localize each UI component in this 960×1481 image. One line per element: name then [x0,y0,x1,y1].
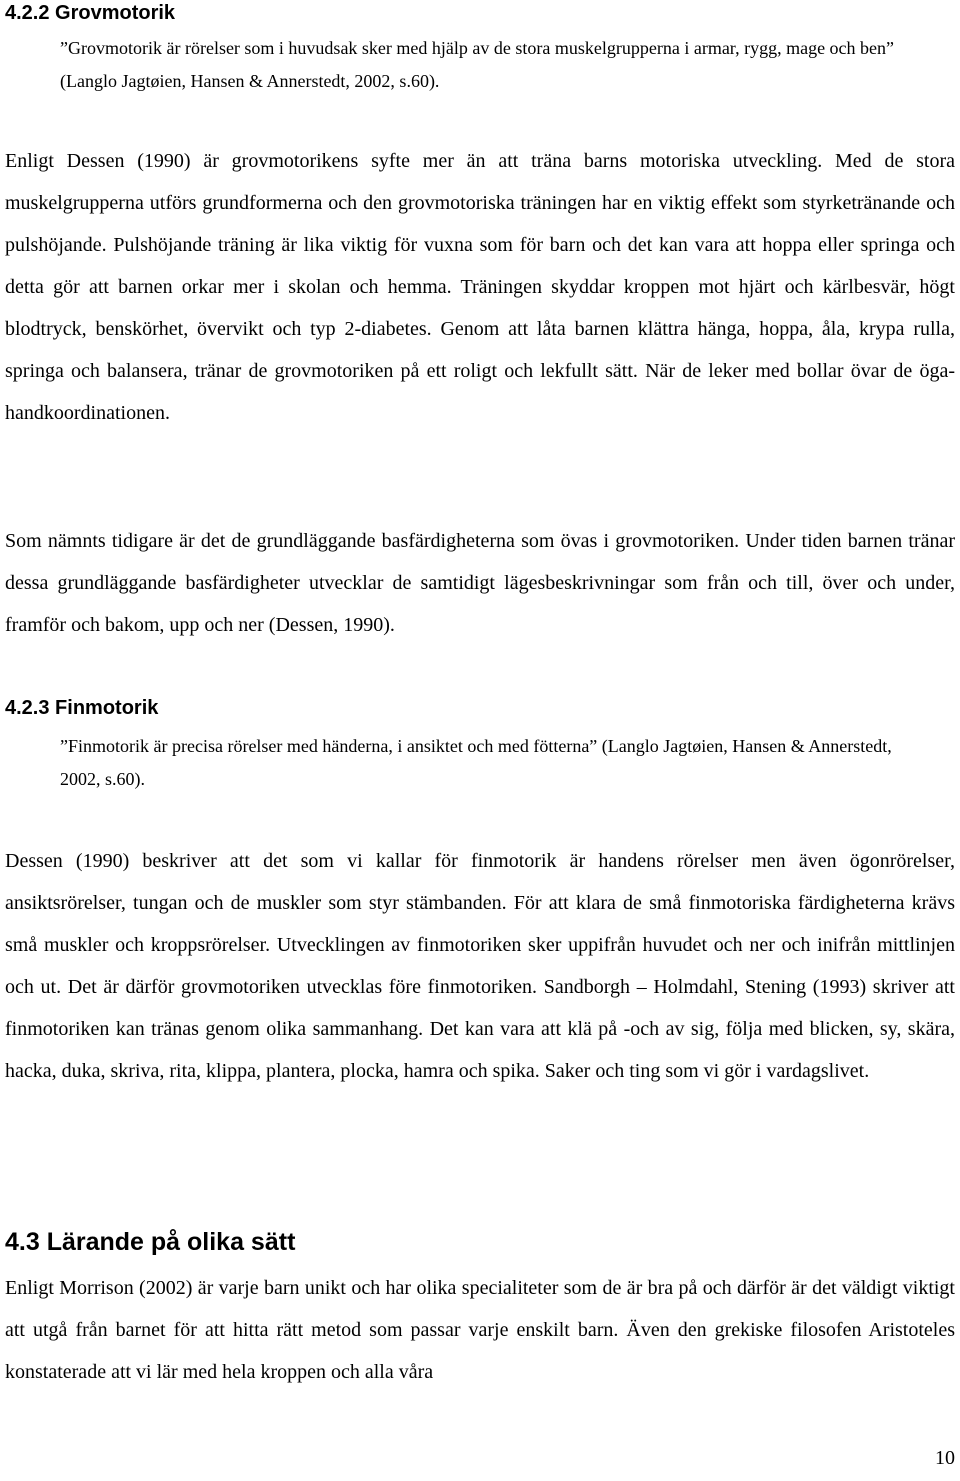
paragraph-larande-1: Enligt Morrison (2002) är varje barn unikt och har olika specialiteter som de är bra på och därför är det väldigt viktigt att utgå från barnet för att hitta rätt metod som passar varje enskilt barn. Även den grekiske filosofen Aristoteles konstaterade att vi lär med hela kroppen och alla våra [5,1277,955,1383]
section-heading-larande: 4.3 Lärande på olika sätt [5,1228,296,1256]
section-heading-grovmotorik: 4.2.2 Grovmotorik [5,2,176,24]
section-heading-finmotorik: 4.2.3 Finmotorik [5,697,159,719]
quote-grovmotorik: ”Grovmotorik är rörelser som i huvudsak sker med hjälp av de stora muskelgrupperna i armar, rygg, mage och ben” (Langlo Jagtøien, Hansen & Annerstedt, 2002, s.60). [60,38,895,91]
paragraph-grovmotorik-2: Som nämnts tidigare är det de grundläggande basfärdigheterna som övas i grovmotoriken. Under tiden barnen tränar dessa grundläggande basfärdigheter utvecklar de samtidigt lägesbeskrivningar som från och till, över och under, framför och bakom, upp och ner (Dessen, 1990). [5,530,955,636]
quote-finmotorik: ”Finmotorik är precisa rörelser med händerna, i ansiktet och med fötterna” (Langlo Jagtøien, Hansen & Annerstedt, 2002, s.60). [60,736,892,789]
paragraph-finmotorik-1: Dessen (1990) beskriver att det som vi kallar för finmotorik är handens rörelser men även ögonrörelser, ansiktsrörelser, tungan och de muskler som styr stämbanden. För att klara de små finmotoriska färdigheterna krävs små muskler och kroppsrörelser. Utvecklingen av finmotoriken sker uppifrån huvudet och ner och inifrån mittlinjen och ut. Det är därför grovmotoriken utvecklas före finmotoriken. Sandborgh – Holmdahl, Stening (1993) skriver att finmotoriken kan tränas genom olika sammanhang. Det kan vara att klä på -och av sig, följa med blicken, sy, skära, hacka, duka, skriva, rita, klippa, plantera, plocka, hamra och spika. Saker och ting som vi gör i vardagslivet. [5,850,955,1082]
paragraph-grovmotorik-1: Enligt Dessen (1990) är grovmotorikens syfte mer än att träna barns motoriska utveckling. Med de stora muskelgrupperna utförs grundformerna och den grovmotoriska träningen har en viktig effekt som styrketränande och pulshöjande. Pulshöjande träning är lika viktig för vuxna som för barn och det kan vara att hoppa eller springa och detta gör att barnen orkar mer i skolan och hemma. Träningen skyddar kroppen mot hjärt och kärlbesvär, högt blodtryck, benskörhet, övervikt och typ 2-diabetes. Genom att låta barnen klättra hänga, hoppa, åla, krypa rulla, springa och balansera, tränar de grovmotoriken på ett roligt och lekfullt sätt. När de leker med bollar övar de öga-handkoordinationen. [5,150,955,424]
page-number: 10 [935,1447,955,1469]
